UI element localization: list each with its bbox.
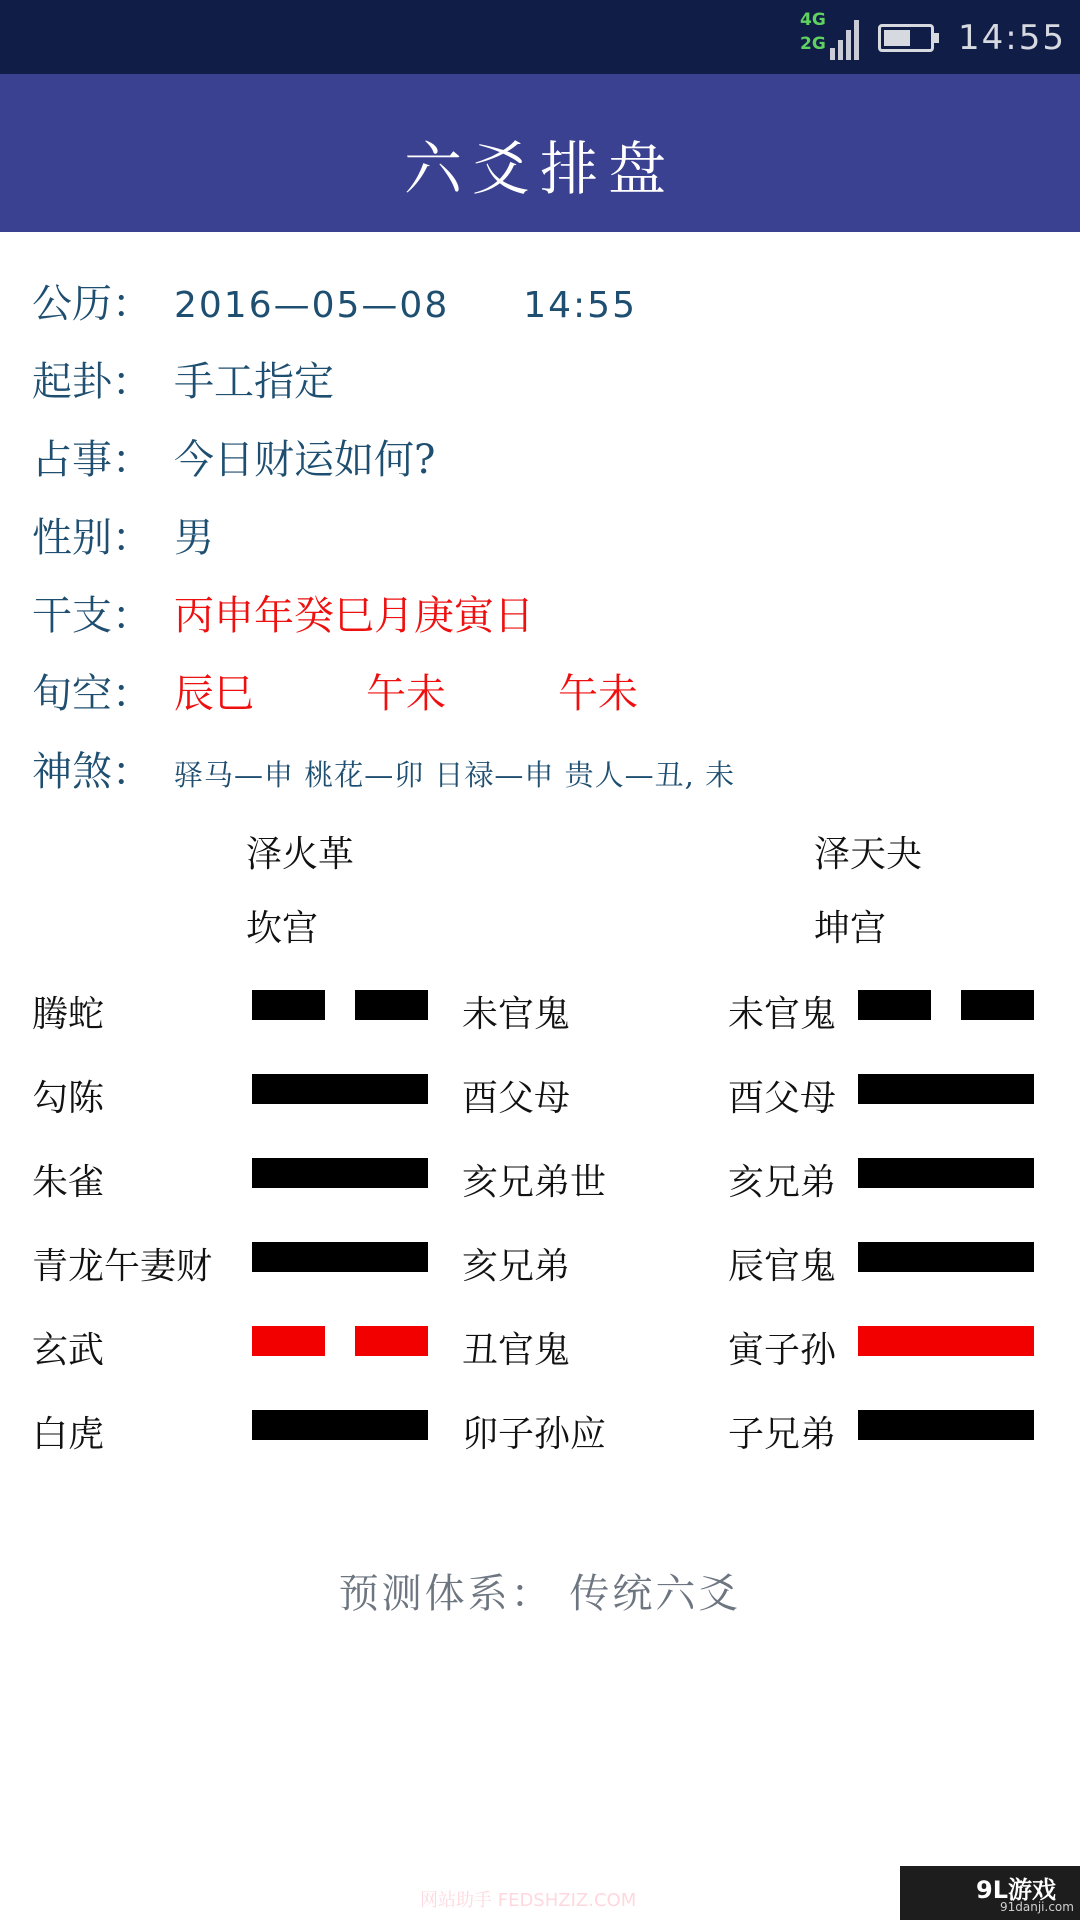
main-hexagram-name: 泽火革: [246, 834, 355, 875]
main-yang-line: [252, 1158, 428, 1188]
gender-value: 男: [174, 515, 214, 561]
xunkong-row: [32, 662, 638, 719]
main-yin-line-left: [252, 990, 325, 1020]
main-line-label: 丑官鬼: [462, 1330, 571, 1371]
app-header: [0, 74, 1080, 232]
six-spirit-label: 玄武: [32, 1330, 105, 1371]
main-line-label: 亥兄弟世: [462, 1162, 607, 1203]
main-yang-line: [252, 1242, 428, 1272]
changed-yang-line: [858, 1074, 1034, 1104]
main-line-label: 未官鬼: [462, 994, 571, 1035]
six-spirit-label: 腾蛇: [32, 994, 105, 1035]
main-line-label: 酉父母: [462, 1078, 571, 1119]
xunkong-value-1: 辰巳: [174, 671, 254, 717]
changed-yang-line: [858, 1242, 1034, 1272]
six-spirit-label: 勾陈: [32, 1078, 105, 1119]
calendar-date: 2016—05—08: [174, 285, 450, 326]
question-value: 今日财运如何?: [174, 437, 436, 483]
shensha-label: 神煞：: [32, 749, 152, 795]
site-logo-url: 91danji.com: [1000, 1900, 1074, 1914]
main-hexagram-palace: 坎宫: [246, 908, 319, 949]
page-title: 六爻排盘: [403, 135, 676, 203]
shensha-row: [32, 740, 735, 797]
calendar-time: 14:55: [523, 285, 637, 326]
six-spirit-label: 朱雀: [32, 1162, 105, 1203]
site-logo: [900, 1866, 1080, 1920]
shensha-value: 驿马—申 桃花—卯 日禄—申 贵人—丑, 未: [174, 758, 736, 792]
question-label: 占事：: [32, 437, 152, 483]
battery-icon: [878, 24, 934, 52]
changed-hexagram-name: 泽天夬: [814, 834, 923, 875]
changed-yang-line: [858, 1410, 1034, 1440]
changed-line-label: 未官鬼: [728, 994, 837, 1035]
main-yin-line-right: [355, 1326, 428, 1356]
changed-line-label: 寅子孙: [728, 1330, 837, 1371]
question-row: [32, 428, 435, 485]
changed-yang-line: [858, 1326, 1034, 1356]
ganzhi-value: 丙申年癸巳月庚寅日: [174, 593, 534, 639]
changed-line-label: 子兄弟: [728, 1414, 837, 1455]
status-bar: [0, 0, 1080, 74]
changed-line-label: 酉父母: [728, 1078, 837, 1119]
site-logo-text: 9L游戏: [976, 1876, 1056, 1904]
main-yang-line: [252, 1074, 428, 1104]
xunkong-label: 旬空：: [32, 671, 152, 717]
main-yang-line: [252, 1410, 428, 1440]
network-4g-label: 4G: [800, 10, 826, 30]
network-2g-label: 2G: [800, 34, 826, 54]
xunkong-value-2: 午未: [366, 671, 446, 717]
six-spirit-label: 青龙午妻财: [32, 1246, 213, 1287]
site-watermark: 网站助手 FEDSHZIZ.COM: [420, 1890, 637, 1911]
method-label: 起卦：: [32, 359, 152, 405]
signal-strength-icon: [830, 14, 860, 60]
changed-line-label: 亥兄弟: [728, 1162, 837, 1203]
six-spirit-label: 白虎: [32, 1414, 105, 1455]
calendar-row: [32, 272, 637, 329]
method-value: 手工指定: [174, 359, 334, 405]
main-yin-line-right: [355, 990, 428, 1020]
calendar-label: 公历：: [32, 281, 152, 327]
changed-line-label: 辰官鬼: [728, 1246, 837, 1287]
main-line-label: 亥兄弟: [462, 1246, 571, 1287]
ganzhi-row: [32, 584, 534, 641]
changed-yin-line-right: [961, 990, 1034, 1020]
gender-label: 性别：: [32, 515, 152, 561]
method-row: [32, 350, 334, 407]
gender-row: [32, 506, 214, 563]
xunkong-value-3: 午未: [558, 671, 638, 717]
status-time: 14:55: [958, 18, 1066, 58]
prediction-system-label: 预测体系： 传统六爻: [338, 1571, 742, 1617]
main-line-label: 卯子孙应: [462, 1414, 607, 1455]
changed-yang-line: [858, 1158, 1034, 1188]
changed-yin-line-left: [858, 990, 931, 1020]
main-yin-line-left: [252, 1326, 325, 1356]
changed-hexagram-palace: 坤宫: [814, 908, 887, 949]
ganzhi-label: 干支：: [32, 593, 152, 639]
